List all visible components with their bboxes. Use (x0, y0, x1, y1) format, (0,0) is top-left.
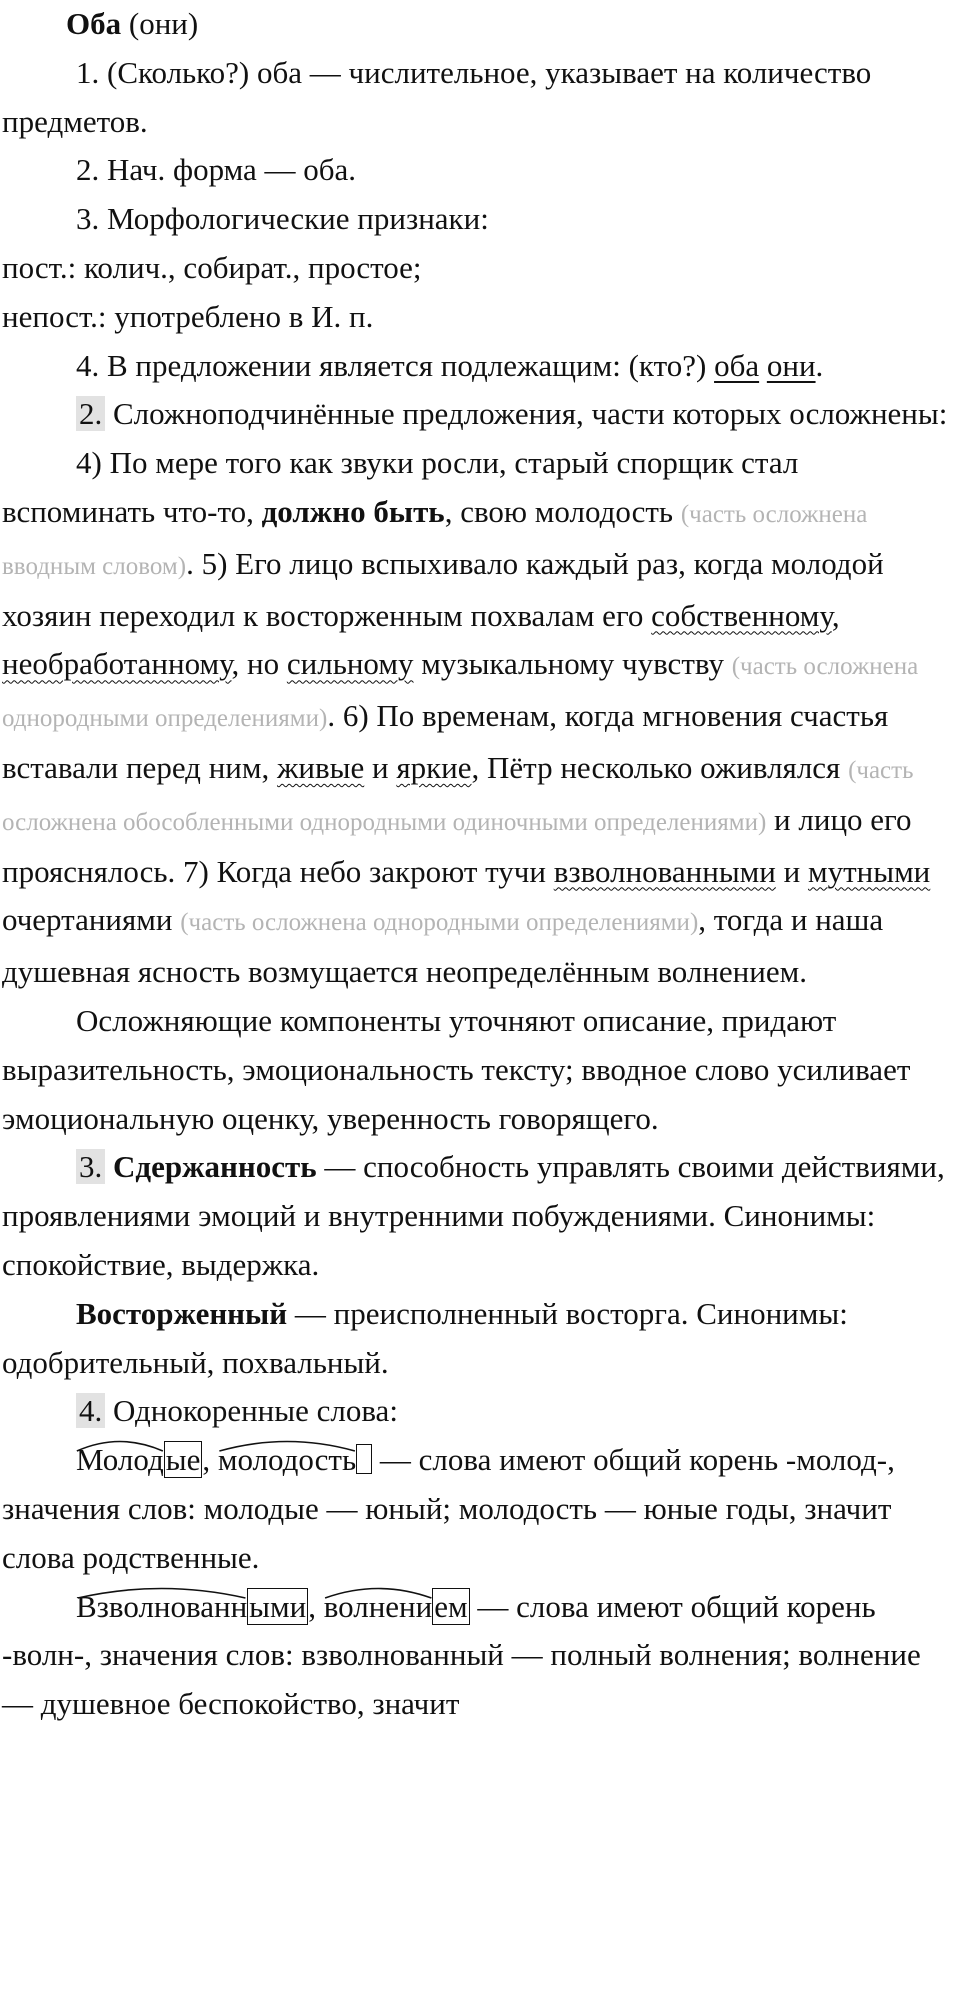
task-number: 4. (76, 1393, 105, 1428)
term: Восторженный (76, 1295, 288, 1331)
root-arc (324, 1583, 433, 1632)
analysis-step-3: 3. Морфологические признаки: (76, 201, 489, 237)
introductory-phrase: должно быть (261, 493, 445, 529)
term: Сдержанность (113, 1149, 317, 1185)
word-root: молодость (217, 1442, 357, 1478)
task-2-sentences: 4) По мере того как звуки росли, старый спорщик стал вспоминать что-то, должно быть, свою молодость (часть осложнена вводным словом). 5) Его лицо вспыхивало каждый раз, когда молодой хозяин переходил к восторженным похвалам его собственному, необработанному, но сильному музыкальному чувству (часть осложнена однородными определениями). 6) По временам, когда мгновения счастья вставали перед ним, живые и яркие, Пётр несколько оживлялся (часть осложнена обособленными однородными одиночными определениями) и лицо его прояснялось. 7) Когда небо закроют тучи взволнованными и мутными очертаниями (часть осложнена однородными определениями), тогда и наша душевная ясность возмущается неопределённым волнением. (2, 445, 931, 990)
attribute-wavy: собственному (651, 597, 832, 633)
task-number: 3. (76, 1149, 105, 1184)
attribute-wavy: яркие (396, 749, 472, 785)
task-2-heading: 2. Сложноподчинённые предложения, части которых осложнены: (2, 390, 956, 439)
analyzed-word: Оба (66, 6, 122, 41)
task-3-definition-2: Восторженный — преисполненный восторга. Синонимы: одобрительный, похвальный. (2, 1295, 848, 1380)
word-ending-box: ые (165, 1442, 201, 1478)
grammar-note: (часть осложнена обособленными однородными одиночными определениями) (2, 756, 914, 836)
subject-underlined: оба (714, 347, 760, 383)
constant-features: пост.: колич., собират., простое; (2, 249, 422, 285)
word-ending-box: ыми (249, 1588, 307, 1624)
grammar-note: (часть осложнена однородными определениями) (180, 909, 699, 937)
task-4-pair-1: Молодые, молодость — слова имеют общий корень -молод-, значения слов: молодые — юный; молодость — юные годы, значит слова родственные. (2, 1436, 956, 1582)
analysis-step-4: 4. В предложении является подлежащим: (кто?) оба они. (76, 347, 824, 383)
word-ending-box: ем (434, 1588, 468, 1624)
word-heading: Оба (они) (66, 6, 199, 41)
root-arc (218, 1436, 356, 1485)
task-2-summary: Осложняющие компоненты уточняют описание, придают выразительность, эмоциональность тексту; вводное слово усиливает эмоциональную оценку, уверенность говорящего. (2, 1002, 911, 1136)
word-root: волнени (323, 1588, 433, 1624)
task-3-definition-1: 3. Сдержанность — способность управлять своими действиями, проявлениями эмоций и внутренними побуждениями. Синонимы: спокойствие, выдержка. (2, 1149, 945, 1282)
task-4-pair-2: Взволнованными, волнением — слова имеют общий корень -волн-, значения слов: взволнованный — полный волнения; волнение — душевное беспокойство, значит (2, 1583, 956, 1729)
attribute-wavy: необработанному (2, 646, 232, 682)
attribute-wavy: мутными (807, 853, 931, 889)
subject-underlined: они (766, 347, 816, 383)
word-root: Молод (76, 1442, 164, 1478)
attribute-wavy: взволнованными (553, 853, 776, 889)
attribute-wavy: живые (277, 749, 365, 785)
task-4-heading: 4. Однокоренные слова: (2, 1387, 956, 1436)
zero-ending-box (356, 1444, 372, 1474)
task-number: 2. (76, 396, 105, 431)
variable-features: непост.: употреблено в И. п. (2, 298, 374, 334)
attribute-wavy: сильному (286, 646, 414, 682)
root-arc (76, 1583, 247, 1632)
root-arc (76, 1436, 164, 1485)
word-root: Взволнованн (76, 1588, 248, 1624)
analysis-step-2: 2. Нач. форма — оба. (76, 152, 357, 188)
grammar-note: (часть осложнена однородными определениями) (2, 653, 919, 733)
grammar-note: (часть осложнена вводным словом) (2, 500, 868, 580)
analysis-step-1: 1. (Сколько?) оба — числительное, указывает на количество предметов. (2, 54, 872, 139)
